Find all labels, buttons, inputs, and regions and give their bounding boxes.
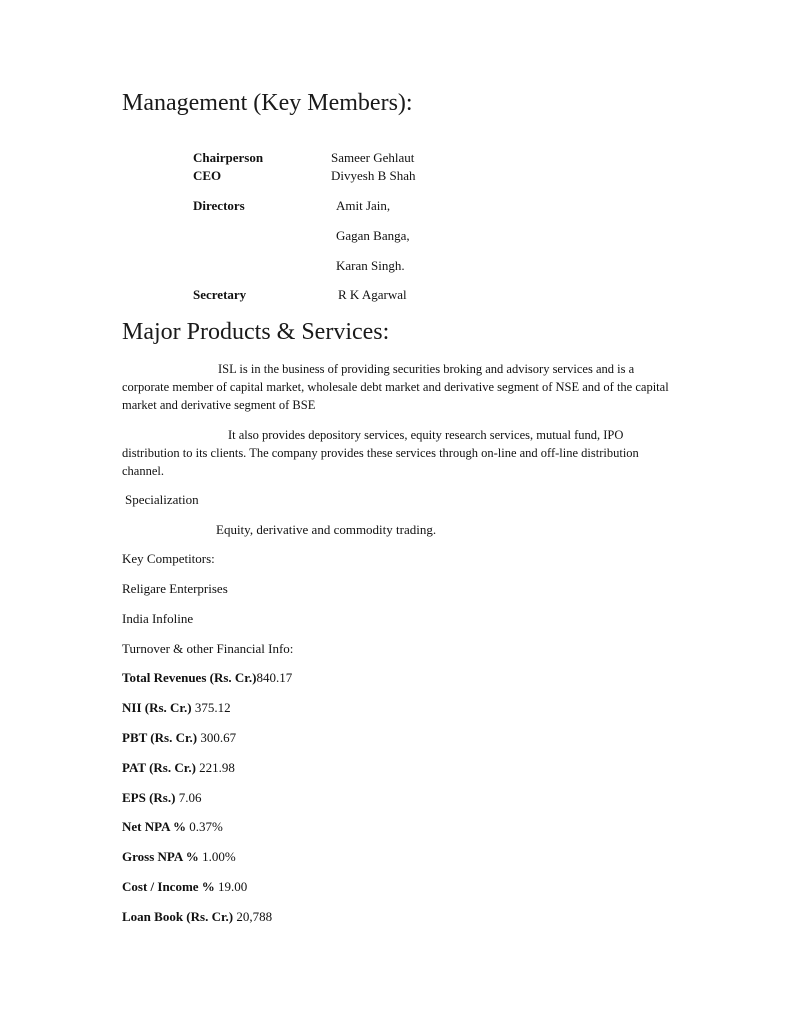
competitors-label: Key Competitors: <box>122 551 215 566</box>
financial-info-label: Turnover & other Financial Info: <box>122 641 294 656</box>
financial-row <box>122 879 247 895</box>
financial-label: Loan Book (Rs. Cr.) <box>122 909 234 924</box>
business-paragraph-lead: ISL is in the business of providing securities broking and advisory services and is a <box>218 362 635 376</box>
financial-value: 1.00% <box>198 849 236 864</box>
financial-row <box>122 790 201 806</box>
financial-value: 300.67 <box>197 730 237 745</box>
financial-row <box>122 849 236 865</box>
financial-label: EPS (Rs.) <box>122 790 176 805</box>
chairperson-label: Chairperson <box>193 150 264 165</box>
financial-label: Total Revenues (Rs. Cr.) <box>122 670 257 685</box>
financial-label: PBT (Rs. Cr.) <box>122 730 198 745</box>
specialization-value: Equity, derivative and commodity trading. <box>216 522 437 537</box>
financial-value: 0.37% <box>186 819 223 834</box>
specialization-label: Specialization <box>125 492 199 507</box>
financial-label: Cost / Income % <box>122 879 215 894</box>
competitor-item: Religare Enterprises <box>122 581 228 596</box>
financial-row <box>122 760 235 776</box>
financial-value: 375.12 <box>191 700 231 715</box>
ceo-value: Divyesh B Shah <box>331 168 416 183</box>
financial-row <box>122 819 223 835</box>
director-item: Karan Singh. <box>336 258 405 273</box>
chairperson-value: Sameer Gehlaut <box>331 150 415 165</box>
financial-row <box>122 700 231 716</box>
financial-label: Net NPA % <box>122 819 187 834</box>
competitor-item: India Infoline <box>122 611 194 626</box>
business-paragraph-rest: corporate member of capital market, wholesale debt market and derivative segment of NSE and of the capital market and derivative segment of BSE <box>122 380 669 412</box>
financial-label: PAT (Rs. Cr.) <box>122 760 196 775</box>
business-paragraph <box>122 360 674 414</box>
director-item: Gagan Banga, <box>336 228 410 243</box>
financial-row <box>122 730 236 746</box>
financial-value: 20,788 <box>233 909 273 924</box>
director-item: Amit Jain, <box>336 198 391 213</box>
secretary-value: R K Agarwal <box>338 287 407 302</box>
products-heading: Major Products & Services: <box>122 319 390 345</box>
financial-row <box>122 909 272 925</box>
financial-value: 19.00 <box>214 879 248 894</box>
financial-label: Gross NPA % <box>122 849 199 864</box>
services-paragraph-lead: It also provides depository services, equity research services, mutual fund, IPO <box>228 428 624 442</box>
services-paragraph-rest: distribution to its clients. The company provides these services through on-line and off-line distribution channel. <box>122 446 639 478</box>
financial-value: 7.06 <box>175 790 202 805</box>
financial-label: NII (Rs. Cr.) <box>122 700 192 715</box>
ceo-label: CEO <box>193 168 222 183</box>
directors-label: Directors <box>193 198 245 213</box>
services-paragraph <box>122 426 674 480</box>
financial-value: 840.17 <box>256 670 293 685</box>
financial-row <box>122 670 292 686</box>
financial-value: 221.98 <box>195 760 235 775</box>
secretary-label: Secretary <box>193 287 247 302</box>
management-heading: Management (Key Members): <box>122 90 413 116</box>
